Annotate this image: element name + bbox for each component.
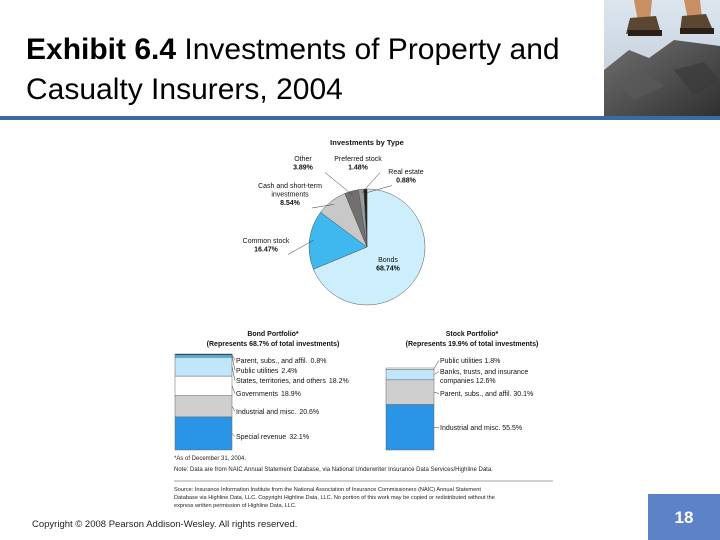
bond-portfolio-chart xyxy=(175,331,349,450)
source-line-1: Source: Insurance Information Institute from the National Association of Insurance Commissioners (NAIC) Annual Statement xyxy=(174,487,481,493)
pie-label-other-value: 3.89% xyxy=(293,164,313,172)
stock-label-public-utilities: Public utilities 1.8% xyxy=(440,358,501,365)
pie-label-cash-and-short-term-investments-value: 8.54% xyxy=(280,200,300,207)
pie-label-cash-and-short-term-investments-text: investments xyxy=(271,191,309,199)
bar-segment-states-territories-and-others xyxy=(175,357,232,376)
copyright-text: Copyright © 2008 Pearson Addison-Wesley. All rights reserved. xyxy=(32,519,298,530)
stock-label-parent-subs-and-affil: Parent, subs., and affil. 30.1% xyxy=(440,391,534,398)
bond-label-parent-subs-and-affil xyxy=(236,358,326,365)
asof-note: *As of December 31, 2004. xyxy=(174,456,247,462)
stock-label-industrial-and-misc: Industrial and misc. 55.5% xyxy=(440,425,523,432)
pie-label-bonds-value: 68.74% xyxy=(376,265,400,273)
pie-label-bonds-text: Bonds xyxy=(378,257,398,264)
page-number-box xyxy=(648,494,720,540)
stock-leader xyxy=(434,361,439,369)
bar-segment-parent-subs-and-affil xyxy=(386,380,434,405)
bond-label-text: Industrial and misc. xyxy=(236,409,297,416)
pie-label-real-estate-value: 0.88% xyxy=(396,177,416,185)
bond-label-public-utilities xyxy=(236,368,297,375)
page-number: 18 xyxy=(674,508,694,527)
data-note: Note: Data are from NAIC Annual Statement Database, via National Underwriter Insurance Data Services/Highline Data. xyxy=(174,467,493,473)
stock-leader xyxy=(434,372,439,375)
bar-segment-governments xyxy=(175,376,232,396)
bond-label-value: 20.6% xyxy=(299,409,320,416)
bar-segment-parent-subs-and-affil xyxy=(175,354,232,355)
bond-label-special-revenue xyxy=(236,434,309,441)
source-line-3: express written permission of Highline Data, LLC. xyxy=(174,503,297,509)
stock-leader xyxy=(434,392,439,393)
title-text: Investments of Property and Casualty Insurers, 2004 xyxy=(26,33,560,106)
stacked-title: Bond Portfolio* xyxy=(247,331,299,338)
stock-label-banks-trusts-and-insurance-companies: Banks, trusts, and insurance xyxy=(440,369,529,376)
stock-portfolio-chart xyxy=(386,331,538,450)
bond-label-value: 18.2% xyxy=(328,378,349,385)
bond-leader xyxy=(232,433,235,436)
stock-label-banks-trusts-and-insurance-companies: companies 12.6% xyxy=(440,378,496,385)
pie-leader-other xyxy=(325,173,353,196)
pie-label-other-text: Other xyxy=(294,156,312,163)
pie-label-preferred-stock-value: 1.48% xyxy=(348,164,368,172)
pie-label-real-estate-text: Real estate xyxy=(388,169,424,176)
bond-leader xyxy=(232,406,235,411)
pie-label-common-stock-text: Common stock xyxy=(242,238,290,245)
bar-segment-banks-trusts-and-insurance-companies xyxy=(386,369,434,379)
bond-label-governments xyxy=(236,391,301,398)
stacked-subtitle: (Represents 68.7% of total investments) xyxy=(206,341,340,348)
bond-label-text: Governments xyxy=(236,391,279,398)
bond-label-text: Special revenue xyxy=(236,434,287,441)
source-line-2: Database via Highline Data, LLC. Copyright Highline Data, LLC. No portion of this work may be copied or redistributed without the xyxy=(174,495,495,501)
bar-segment-special-revenue xyxy=(175,417,232,450)
bond-label-states-territories-and-others xyxy=(236,378,349,385)
bond-label-value: 32.1% xyxy=(289,434,310,441)
bond-label-value: 0.8% xyxy=(310,358,327,365)
bar-segment-public-utilities xyxy=(386,368,434,369)
pie-label-common-stock-value: 16.47% xyxy=(254,246,278,254)
exhibit-number: Exhibit 6.4 xyxy=(26,33,177,66)
bond-label-text: States, territories, and others xyxy=(236,378,326,385)
bond-label-text: Parent, subs., and affil. xyxy=(236,358,308,365)
bar-segment-public-utilities xyxy=(175,355,232,357)
bond-label-text: Public utilities xyxy=(236,368,279,375)
pie-label-cash-and-short-term-investments-text: Cash and short-term xyxy=(258,183,322,190)
bond-label-industrial-and-misc xyxy=(236,409,319,416)
bar-segment-industrial-and-misc xyxy=(386,404,434,450)
investments-pie-chart xyxy=(243,138,425,305)
stacked-title: Stock Portfolio* xyxy=(445,331,499,338)
pie-title: Investments by Type xyxy=(330,138,404,147)
bond-label-value: 18.9% xyxy=(281,391,301,398)
bond-label-value: 2.4% xyxy=(281,368,298,375)
figure-notes xyxy=(174,456,553,509)
stacked-subtitle: (Represents 19.9% of total investments) xyxy=(405,341,539,348)
pie-label-preferred-stock-text: Preferred stock xyxy=(334,156,382,163)
bar-segment-industrial-and-misc xyxy=(175,396,232,417)
bond-leader xyxy=(232,386,235,394)
